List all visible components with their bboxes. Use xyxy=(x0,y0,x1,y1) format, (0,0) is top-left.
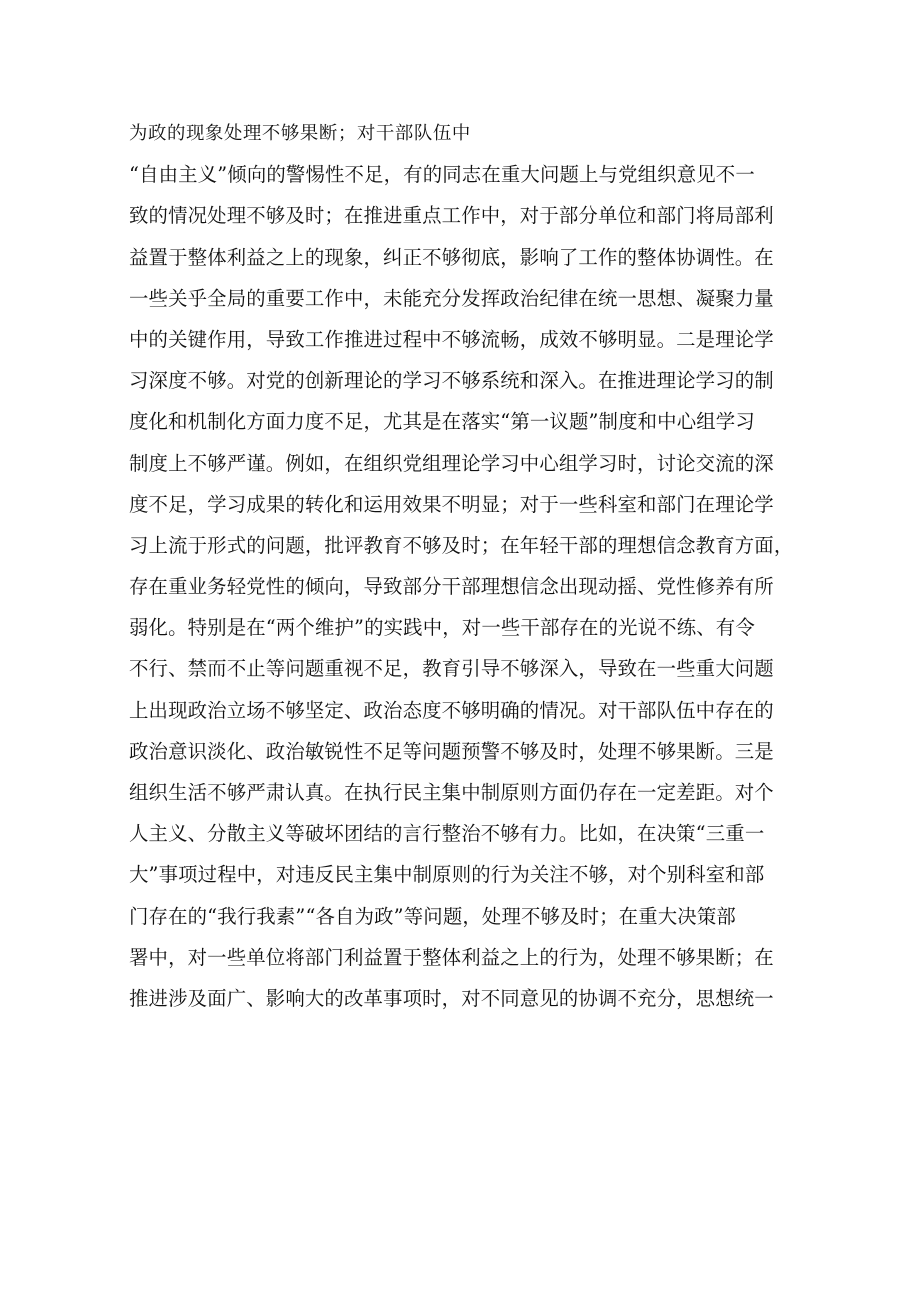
text-line: 存在重业务轻党性的倾向，导致部分干部理想信念出现动摇、党性修养有所 xyxy=(129,575,774,599)
text-line: 署中，对一些单位将部门利益置于整体利益之上的行为，处理不够果断；在 xyxy=(129,945,774,969)
text-line: 不行、禁而不止等问题重视不足，教育引导不够深入，导致在一些重大问题 xyxy=(129,657,774,681)
text-line: “自由主义”倾向的警惕性不足，有的同志在重大问题上与党组织意见不一 xyxy=(129,163,755,187)
text-line: 大”事项过程中，对违反民主集中制原则的行为关注不够，对个别科室和部 xyxy=(129,863,765,887)
text-line: 弱化。特别是在“两个维护”的实践中，对一些干部存在的光说不练、有令 xyxy=(129,616,755,640)
text-line: 组织生活不够严肃认真。在执行民主集中制原则方面仍存在一定差距。对个 xyxy=(129,781,774,804)
text-line: 习深度不够。对党的创新理论的学习不够系统和深入。在推进理论学习的制 xyxy=(129,369,774,393)
text-line: 度化和机制化方面力度不足，尤其是在落实“第一议题”制度和中心组学习 xyxy=(129,410,755,434)
text-line: 度不足，学习成果的转化和运用效果不明显；对于一些科室和部门在理论学 xyxy=(129,492,774,516)
text-line: 政治意识淡化、政治敏锐性不足等问题预警不够及时，处理不够果断。三是 xyxy=(129,739,774,763)
text-line: 为政的现象处理不够果断；对干部队伍中 xyxy=(129,123,471,144)
text-line: 上出现政治立场不够坚定、政治态度不够明确的情况。对干部队伍中存在的 xyxy=(129,698,774,722)
text-line: 致的情况处理不够及时；在推进重点工作中，对于部分单位和部门将局部利 xyxy=(129,204,774,228)
body-text xyxy=(129,113,799,1019)
text-line: 益置于整体利益之上的现象，纠正不够彻底，影响了工作的整体协调性。在 xyxy=(129,245,774,269)
text-line: 人主义、分散主义等破坏团结的言行整治不够有力。比如，在决策“三重一 xyxy=(129,822,765,846)
text-line: 习上流于形式的问题，批评教育不够及时；在年轻干部的理想信念教育方面， xyxy=(129,533,794,557)
text-line: 中的关键作用，导致工作推进过程中不够流畅，成效不够明显。二是理论学 xyxy=(129,327,774,351)
text-line: 一些关乎全局的重要工作中，未能充分发挥政治纪律在统一思想、凝聚力量 xyxy=(129,286,774,310)
text-line: 制度上不够严谨。例如，在组织党组理论学习中心组学习时，讨论交流的深 xyxy=(129,451,774,475)
text-line: 门存在的“我行我素”“各自为政”等问题，处理不够及时；在重大决策部 xyxy=(129,904,736,928)
text-line: 推进涉及面广、影响大的改革事项时，对不同意见的协调不充分，思想统一 xyxy=(129,986,774,1010)
